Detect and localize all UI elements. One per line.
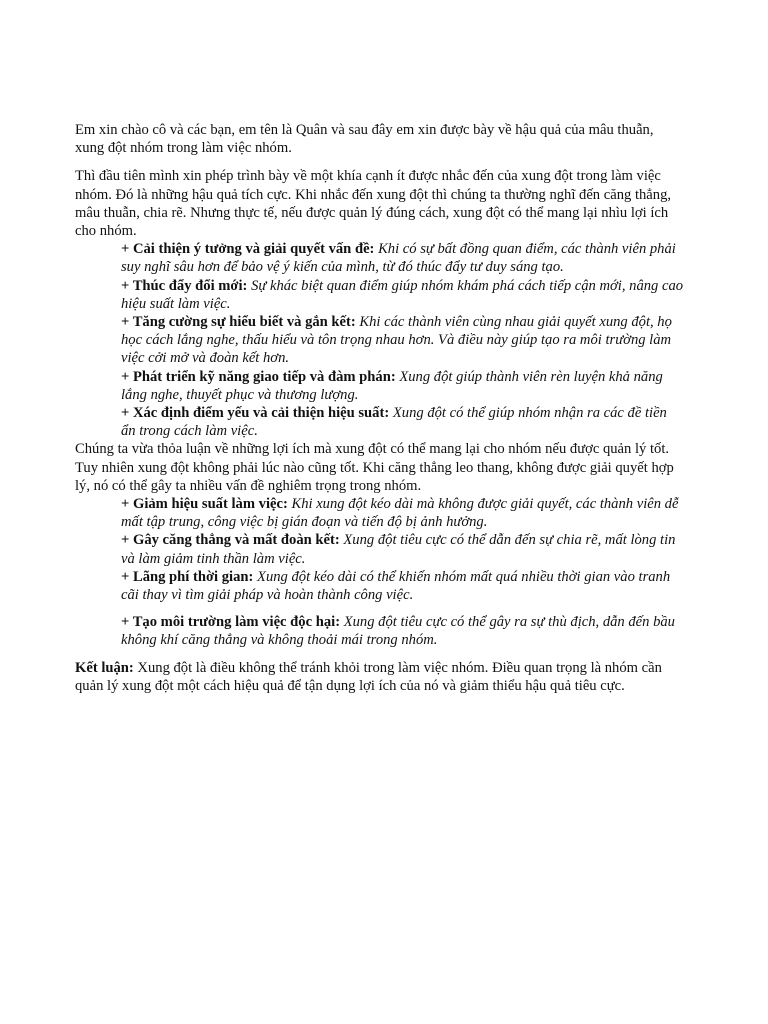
list-item [121,277,685,313]
item-text: Sự khác biệt quan điểm giúp nhóm khám phá cách tiếp cận mới, nâng cao hiệu suất làm việc. [121,277,684,312]
item-title: + Xác định điểm yếu và cải thiện hiệu suất: [121,405,390,422]
negative-intro-paragraph: Chúng ta vừa thỏa luận về những lợi ích mà xung đột có thể mang lại cho nhóm nếu được quản lý tốt. Tuy nhiên xung đột không phải lúc nào cũng tốt. Khi căng thẳng leo thang, không được giải quyết hợp lý, nó có thể gây ta nhiều vấn đề nghiêm trọng trong nhóm. [75,441,674,494]
item-text: Xung đột giúp thành viên rèn luyện khả năng lắng nghe, thuyết phục và thương lượng. [121,368,663,403]
document-page [75,121,685,695]
item-title: + Thúc đẩy đổi mới: [121,277,248,294]
positive-consequences-list [75,240,685,440]
item-text: Xung đột có thể giúp nhóm nhận ra các đề tiền ẩn trong cách làm việc. [121,405,667,440]
item-title: + Phát triển kỹ năng giao tiếp và đàm phán: [121,368,396,385]
list-item [121,313,685,368]
list-item [121,240,685,276]
conclusion-paragraph [75,659,685,695]
list-item [121,568,685,604]
list-item [121,368,685,404]
item-title: + Gây căng thẳng và mất đoàn kết: [121,532,340,549]
positive-intro-paragraph: Thì đầu tiên mình xin phép trình bày về một khía cạnh ít được nhắc đến của xung đột trong làm việc nhóm. Đó là những hậu quả tích cực. Khi nhắc đến xung đột thì chúng ta thường nghĩ đến căng thẳng, mâu thuẫn, chia rẽ. Nhưng thực tế, nếu được quản lý đúng cách, xung đột có thể mang lại nhìu lợi ích cho nhóm. [75,168,672,240]
item-text: Xung đột kéo dài có thể khiến nhóm mất quá nhiều thời gian vào tranh cãi thay vì tìm giải pháp và hoàn thành công việc. [121,568,671,604]
item-title: + Cải thiện ý tưởng và giải quyết vấn đề: [121,241,375,258]
item-text: Khi có sự bất đồng quan điểm, các thành viên phải suy nghĩ sâu hơn để bảo vệ ý kiến của mình, từ đó thúc đẩy tư duy sáng tạo. [121,241,676,276]
list-item [121,531,685,567]
item-title: + Tạo môi trường làm việc độc hại: [121,614,341,631]
list-item [121,404,685,440]
item-text: Xung đột tiêu cực có thể dẫn đến sự chia rẽ, mất lòng tin và làm giảm tinh thần làm việc. [121,532,676,567]
item-title: + Tăng cường sự hiểu biết và gắn kết: [121,314,356,331]
item-text: Khi các thành viên cùng nhau giải quyết xung đột, họ học cách lắng nghe, thấu hiểu và tôn trọng nhau hơn. Và điều này giúp tạo ra môi trường làm việc cởi mở và đoàn kết hơn. [121,314,672,367]
item-text: Khi xung đột kéo dài mà không được giải quyết, các thành viên dễ mất tập trung, công việc bị gián đoạn và tiến độ bị ảnh hưởng. [121,496,679,531]
negative-consequences-list [75,495,685,650]
intro-paragraph: Em xin chào cô và các bạn, em tên là Quân và sau đây em xin được bày về hậu quả của mâu thuẫn, xung đột nhóm trong làm việc nhóm. [75,122,654,157]
item-title: + Giảm hiệu suất làm việc: [121,496,288,513]
conclusion-text: Xung đột là điều không thể tránh khỏi trong làm việc nhóm. Điều quan trọng là nhóm cần quản lý xung đột một cách hiệu quả để tận dụng lợi ích của nó và giảm thiểu hậu quả tiêu cực. [75,659,662,694]
conclusion-label: Kết luận: [75,659,134,676]
list-item [121,613,685,649]
list-item [121,495,685,531]
item-text: Xung đột tiêu cực có thể gây ra sự thù địch, dẫn đến bầu không khí căng thẳng và không thoải mái trong nhóm. [121,614,675,649]
item-title: + Lãng phí thời gian: [121,568,254,585]
